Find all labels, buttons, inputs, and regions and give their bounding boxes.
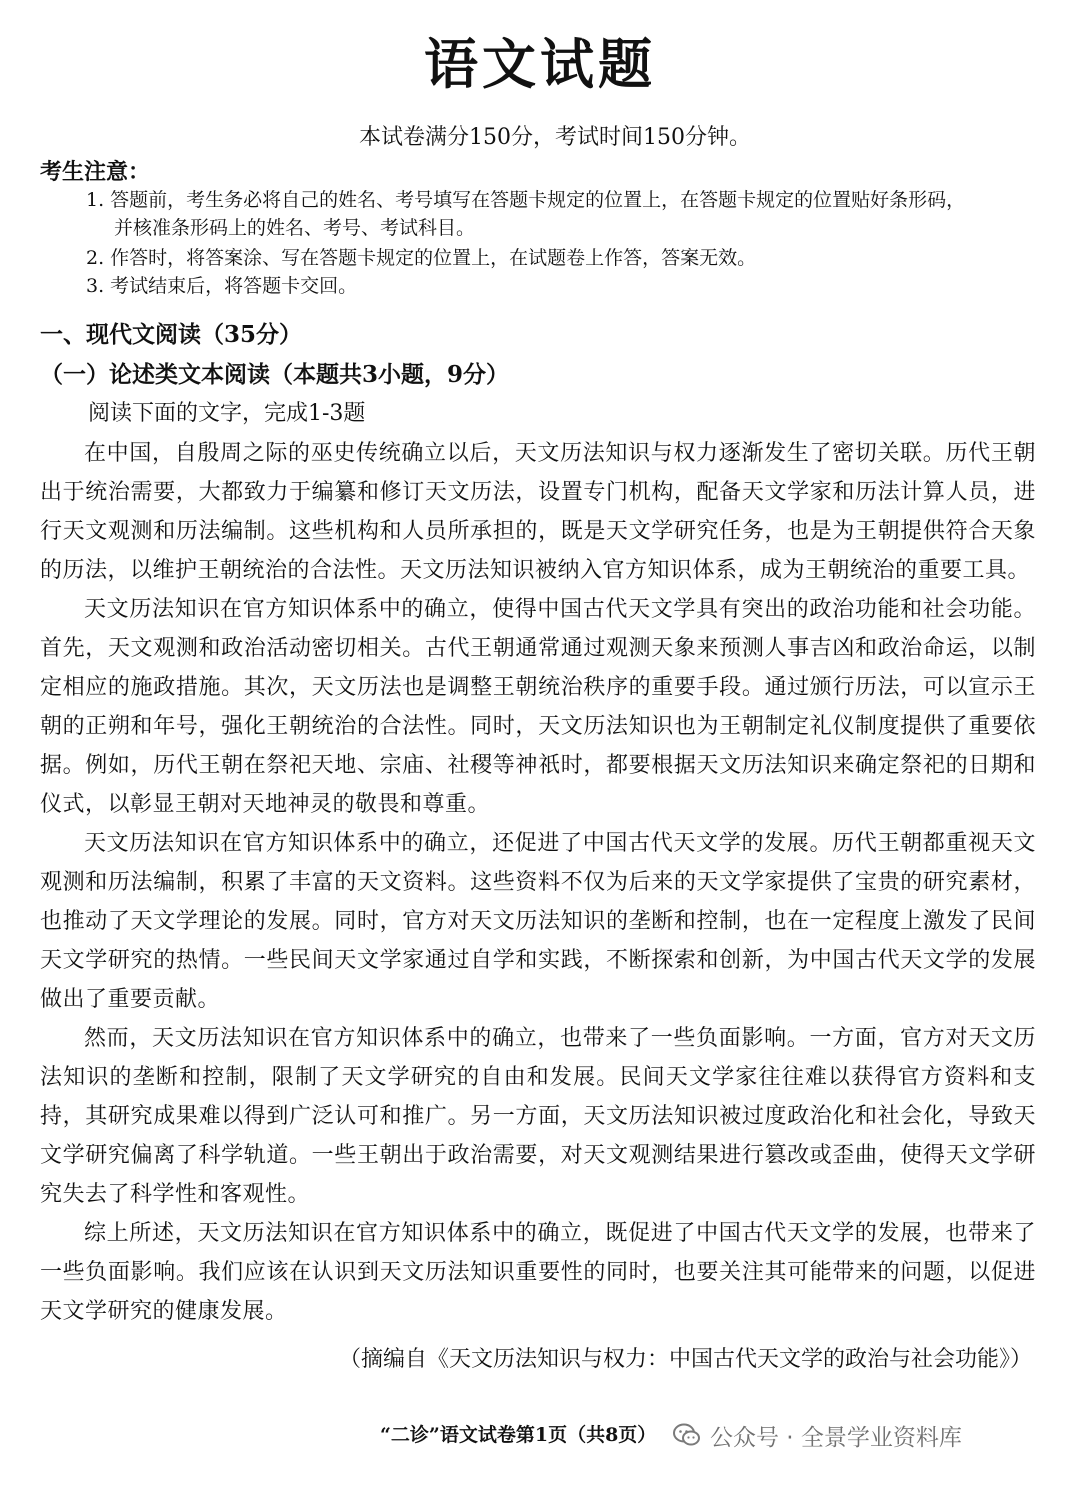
- reading-passage: [40, 434, 1036, 1331]
- notice-item-1-line1: 1. 答题前，考生务必将自己的姓名、考号填写在答题卡规定的位置上，在答题卡规定的位置贴好条形码，: [86, 189, 966, 211]
- reading-instruction: 阅读下面的文字，完成1-3题: [88, 401, 366, 426]
- section-heading: 一、现代文阅读（35分）: [40, 321, 303, 348]
- exam-info: 本试卷满分150分，考试时间150分钟。: [359, 125, 751, 150]
- notice-heading: 考生注意：: [40, 159, 151, 185]
- passage-paragraph-2: 天文历法知识在官方知识体系中的确立，使得中国古代天文学具有突出的政治功能和社会功能。首先，天文观测和政治活动密切相关。古代王朝通常通过观测天象来预测人事吉凶和政治命运，以制定相应的施政措施。其次，天文历法也是调整王朝统治秩序的重要手段。通过颁行历法，可以宣示王朝的正朔和年号，强化王朝统治的合法性。同时，天文历法知识也为王朝制定礼仪制度提供了重要依据。例如，历代王朝在祭祀天地、宗庙、社稷等神祇时，都要根据天文历法知识来确定祭祀的日期和仪式，以彰显王朝对天地神灵的敬畏和尊重。: [40, 597, 1036, 817]
- watermark-text: 公众号 · 全景学业资料库: [710, 1424, 962, 1451]
- passage-paragraph-5: 综上所述，天文历法知识在官方知识体系中的确立，既促进了中国古代天文学的发展，也带来了一些负面影响。我们应该在认识到天文历法知识重要性的同时，也要关注其可能带来的问题，以促进天文学研究的健康发展。: [40, 1221, 1036, 1324]
- passage-paragraph-1: 在中国，自殷周之际的巫史传统确立以后，天文历法知识与权力逐渐发生了密切关联。历代王朝出于统治需要，大都致力于编纂和修订天文历法，设置专门机构，配备天文学家和历法计算人员，进行天文观测和历法编制。这些机构和人员所承担的，既是天文学研究任务，也是为王朝提供符合天象的历法，以维护王朝统治的合法性。天文历法知识被纳入官方知识体系，成为王朝统治的重要工具。: [40, 441, 1036, 583]
- wechat-icon: [672, 1420, 702, 1450]
- page-title: 语文试题: [424, 32, 656, 96]
- notice-item-1: [86, 186, 1046, 242]
- notice-item-2: 2. 作答时，将答案涂、写在答题卡规定的位置上，在试题卷上作答，答案无效。: [86, 247, 757, 269]
- notice-item-1-line2: 并核准条形码上的姓名、考号、考试科目。: [114, 217, 476, 239]
- passage-paragraph-3: 天文历法知识在官方知识体系中的确立，还促进了中国古代天文学的发展。历代王朝都重视天文观测和历法编制，积累了丰富的天文资料。这些资料不仅为后来的天文学家提供了宝贵的研究素材，也推动了天文学理论的发展。同时，官方对天文历法知识的垄断和控制，也在一定程度上激发了民间天文学研究的热情。一些民间天文学家通过自学和实践，不断探索和创新，为中国古代天文学的发展做出了重要贡献。: [40, 831, 1036, 1012]
- notice-item-3: 3. 考试结束后，将答题卡交回。: [86, 275, 358, 297]
- page-footer: “二诊”语文试卷第1页（共8页）: [380, 1424, 657, 1446]
- subsection-heading: （一）论述类文本阅读（本题共3小题，9分）: [40, 361, 510, 388]
- passage-source: （摘编自《天文历法知识与权力：中国古代天文学的政治与社会功能》）: [338, 1347, 1032, 1372]
- watermark: [672, 1418, 962, 1452]
- passage-paragraph-4: 然而，天文历法知识在官方知识体系中的确立，也带来了一些负面影响。一方面，官方对天文历法知识的垄断和控制，限制了天文学研究的自由和发展。民间天文学家往往难以获得官方资料和支持，其研究成果难以得到广泛认可和推广。另一方面，天文历法知识被过度政治化和社会化，导致天文学研究偏离了科学轨道。一些王朝出于政治需要，对天文观测结果进行篡改或歪曲，使得天文学研究失去了科学性和客观性。: [40, 1026, 1036, 1207]
